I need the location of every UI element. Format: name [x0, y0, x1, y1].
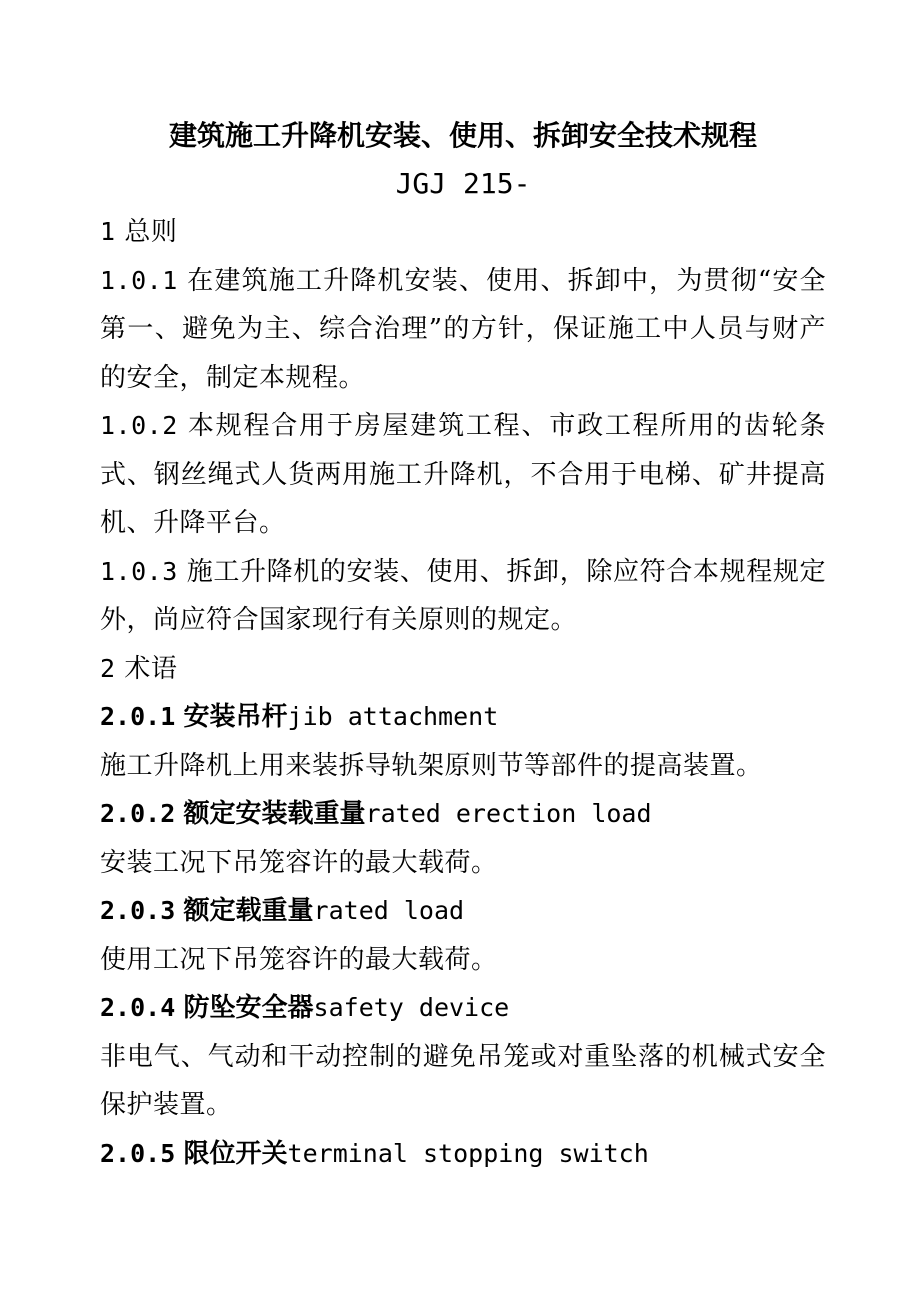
section-heading-general: [100, 208, 826, 257]
term-heading-2-0-1: [100, 693, 826, 742]
term-english: rated load: [313, 896, 465, 925]
term-number: 2.0.3: [100, 896, 176, 925]
term-definition: 使用工况下吊笼容许的最大载荷。: [100, 944, 498, 975]
term-number: 2.0.2: [100, 799, 176, 828]
term-definition: 安装工况下吊笼容许的最大载荷。: [100, 847, 498, 878]
clause-number: 1.0.2: [100, 411, 178, 440]
clause-text: 施工升降机的安装、使用、拆卸，除应符合本规程规定外，尚应符合国家现行有关原则的规定。: [100, 556, 826, 635]
section-heading-terms: [100, 645, 826, 694]
term-english: rated erection load: [365, 799, 652, 828]
term-english: terminal stopping switch: [287, 1138, 649, 1168]
section-title: 总则: [124, 217, 178, 247]
document-page: [100, 112, 826, 1178]
clause-number: 1.0.3: [100, 556, 178, 586]
term-number: 2.0.4: [100, 993, 176, 1022]
clause-1-0-2: [100, 402, 826, 548]
term-heading-2-0-4: [100, 984, 826, 1033]
term-chinese: 额定安装载重量: [183, 799, 366, 829]
term-chinese: 限位开关: [183, 1138, 288, 1169]
clause-number: 1.0.1: [100, 265, 178, 295]
term-heading-2-0-2: [100, 790, 826, 839]
standard-code: JGJ 215-: [395, 167, 531, 200]
clause-1-0-1: [100, 257, 826, 403]
term-chinese: 额定载重量: [183, 896, 314, 926]
term-english: jib attachment: [287, 702, 499, 731]
clause-text: 在建筑施工升降机安装、使用、拆卸中，为贯彻“安全第一、避免为主、综合治理”的方针，保证施工中人员与财产的安全，制定本规程。: [100, 265, 827, 393]
clause-1-0-3: [100, 548, 826, 645]
clause-text: 本规程合用于房屋建筑工程、市政工程所用的齿轮条式、钢丝绳式人货两用施工升降机，不合用于电梯、矿井提高机、升降平台。: [100, 411, 826, 538]
term-heading-2-0-5: [100, 1130, 826, 1179]
section-number: 2: [100, 653, 116, 683]
term-english: safety device: [313, 993, 510, 1022]
term-number: 2.0.1: [100, 702, 176, 731]
document-title: 建筑施工升降机安装、使用、拆卸安全技术规程: [168, 119, 757, 152]
term-heading-2-0-3: [100, 887, 826, 936]
term-chinese: 安装吊杆: [183, 702, 288, 732]
section-title: 术语: [124, 653, 178, 684]
term-definition: 非电气、气动和干动控制的避免吊笼或对重坠落的机械式安全保护装置。: [100, 1041, 826, 1120]
section-number: 1: [100, 217, 116, 246]
term-number: 2.0.5: [100, 1138, 176, 1168]
term-chinese: 防坠安全器: [183, 993, 314, 1023]
term-definition: 施工升降机上用来装拆导轨架原则节等部件的提高装置。: [100, 750, 763, 781]
